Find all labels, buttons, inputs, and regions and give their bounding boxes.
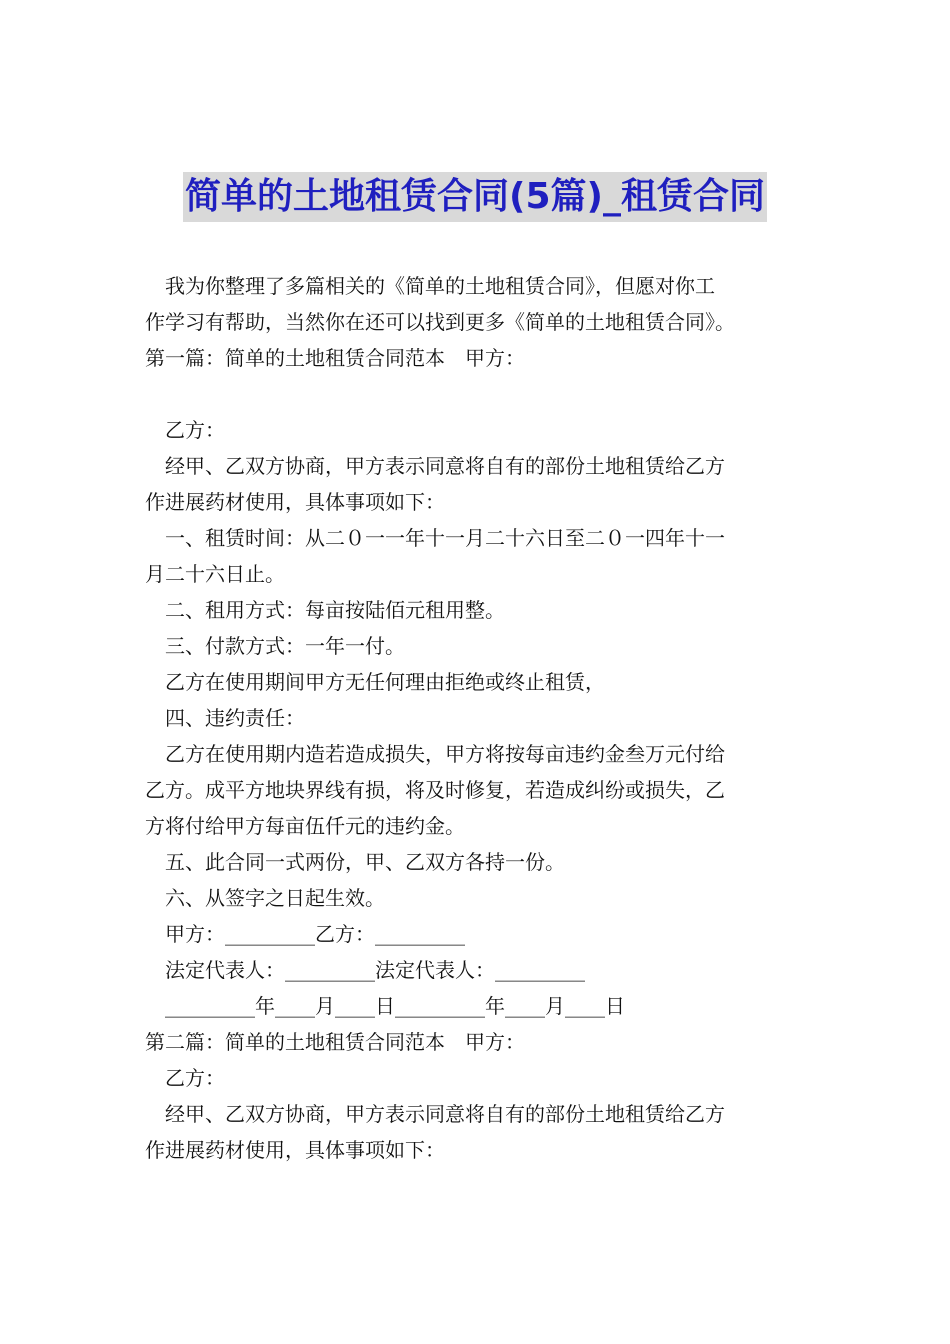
paragraph-line: 乙方： (165, 1066, 225, 1090)
signature-line: 法定代表人：_________法定代表人：_________ (165, 958, 585, 982)
paragraph-line: 作进展药材使用，具体事项如下： (145, 490, 445, 514)
paragraph-line: 乙方在使用期内造若造成损失，甲方将按每亩违约金叁万元付给 (165, 742, 725, 766)
paragraph-line: 一、租赁时间：从二０一一年十一月二十六日至二０一四年十一 (165, 526, 725, 550)
paragraph-line: 我为你整理了多篇相关的《简单的土地租赁合同》，但愿对你工 (165, 274, 715, 298)
paragraph-line: 六、从签字之日起生效。 (165, 886, 385, 910)
paragraph-line: 月二十六日止。 (145, 562, 285, 586)
paragraph-line: 三、付款方式：一年一付。 (165, 634, 405, 658)
document-body (145, 268, 807, 1168)
paragraph-line: 方将付给甲方每亩伍仟元的违约金。 (145, 814, 465, 838)
date-line: _________年____月____日_________年____月____日 (165, 994, 625, 1018)
paragraph-line: 作学习有帮助，当然你在还可以找到更多《简单的土地租赁合同》。 (145, 310, 735, 334)
document-title: 简单的土地租赁合同(5篇)_租赁合同 (183, 172, 767, 222)
paragraph-line: 作进展药材使用，具体事项如下： (145, 1138, 445, 1162)
title-wrap (0, 172, 950, 222)
paragraph-line: 五、此合同一式两份，甲、乙双方各持一份。 (165, 850, 565, 874)
paragraph-line: 经甲、乙双方协商，甲方表示同意将自有的部份土地租赁给乙方 (165, 1102, 725, 1126)
signature-line: 甲方：_________乙方：_________ (165, 922, 465, 946)
paragraph-line: 乙方： (165, 418, 225, 442)
paragraph-line: 乙方。成平方地块界线有损，将及时修复，若造成纠纷或损失，乙 (145, 778, 725, 802)
section-heading: 第一篇：简单的土地租赁合同范本 甲方： (145, 346, 525, 370)
blank-line (145, 376, 807, 412)
paragraph-line: 经甲、乙双方协商，甲方表示同意将自有的部份土地租赁给乙方 (165, 454, 725, 478)
paragraph-line: 四、违约责任： (165, 706, 305, 730)
section-heading: 第二篇：简单的土地租赁合同范本 甲方： (145, 1030, 525, 1054)
paragraph-line: 乙方在使用期间甲方无任何理由拒绝或终止租赁， (165, 670, 605, 694)
paragraph-line: 二、租用方式：每亩按陆佰元租用整。 (165, 598, 505, 622)
